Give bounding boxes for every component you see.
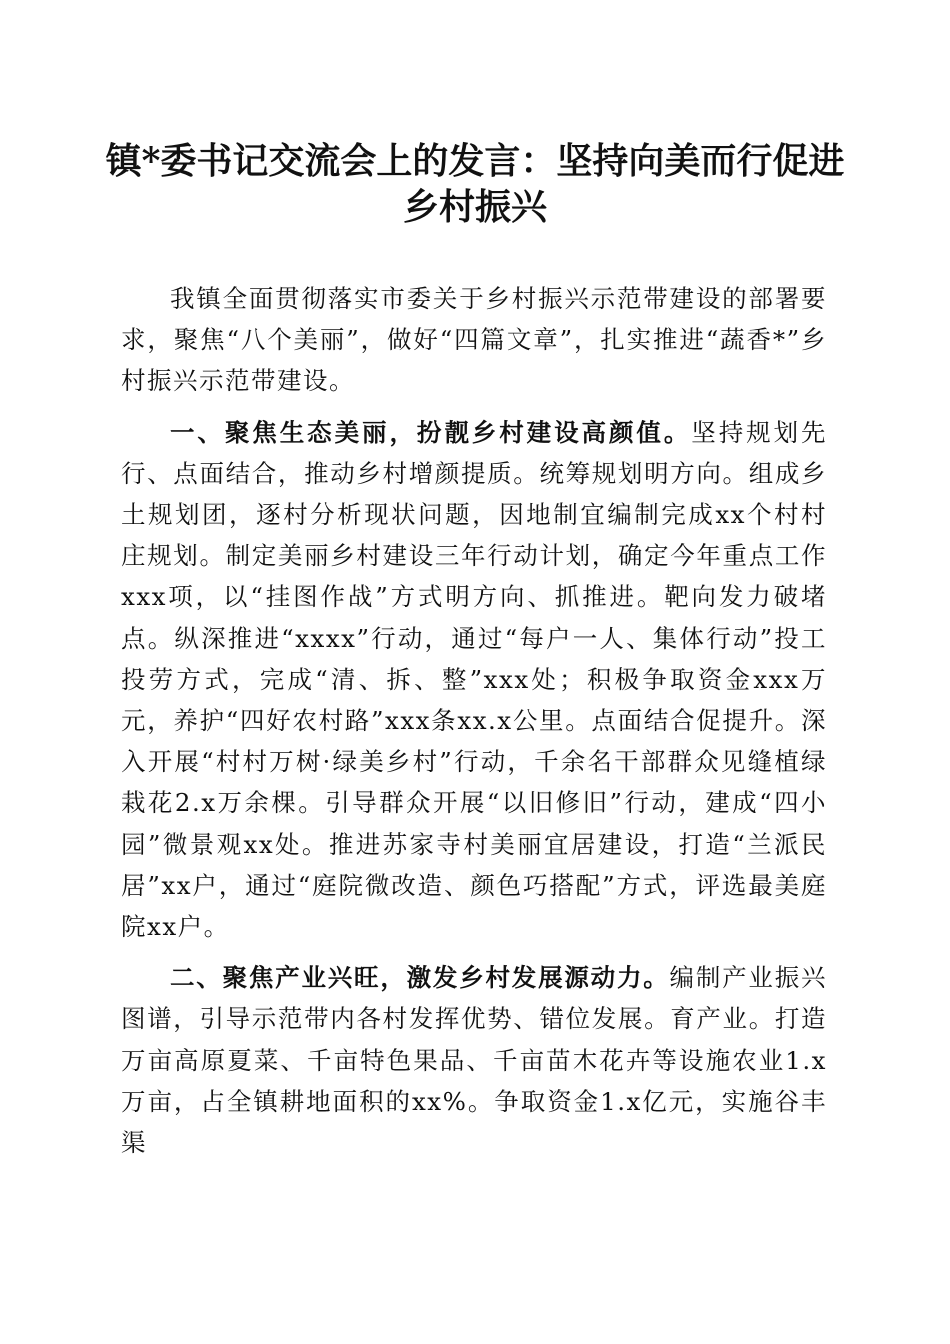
document-body: [121, 278, 827, 1173]
section-text-1: 坚持规划先行、点面结合，推动乡村增颜提质。统筹规划明方向。组成乡土规划团，逐村分析现状问题，因地制宜编制完成xx个村村庄规划。制定美丽乡村建设三年行动计划，确定今年重点工作xxx项，以“挂图作战”方式明方向、抓推进。靶向发力破堵点。纵深推进“xxxx”行动，通过“每户一人、集体行动”投工投劳方式，完成“清、拆、整”xxx处；积极争取资金xxx万元，养护“四好农村路”xxx条xx.x公里。点面结合促提升。深入开展“村村万树·绿美乡村”行动，千余名干部群众见缝植绿栽花2.x万余棵。引导群众开展“以旧修旧”行动，建成“四小园”微景观xx处。推进苏家寺村美丽宜居建设，打造“兰派民居”xx户，通过“庭院微改造、颜色巧搭配”方式，评选最美庭院xx户。: [121, 417, 828, 942]
section-text-2: 编制产业振兴图谱，引导示范带内各村发挥优势、错位发展。育产业。打造万亩高原夏菜、千亩特色果品、千亩苗木花卉等设施农业1.x万亩，占全镇耕地面积的xx%。争取资金1.x亿元，实施谷丰渠: [121, 963, 828, 1158]
document-title: 镇*委书记交流会上的发言：坚持向美而行促进乡村振兴: [105, 140, 845, 228]
section-paragraph-2: [121, 957, 827, 1163]
section-heading-1: 一、聚焦生态美丽，扮靓乡村建设高颜值。: [170, 417, 692, 447]
intro-paragraph: 我镇全面贯彻落实市委关于乡村振兴示范带建设的部署要求，聚焦“八个美丽”，做好“四篇文章”，扎实推进“蔬香*”乡村振兴示范带建设。: [121, 284, 827, 396]
section-paragraph-1: [121, 412, 827, 948]
section-heading-2: 二、聚焦产业兴旺，激发乡村发展源动力。: [170, 963, 670, 993]
